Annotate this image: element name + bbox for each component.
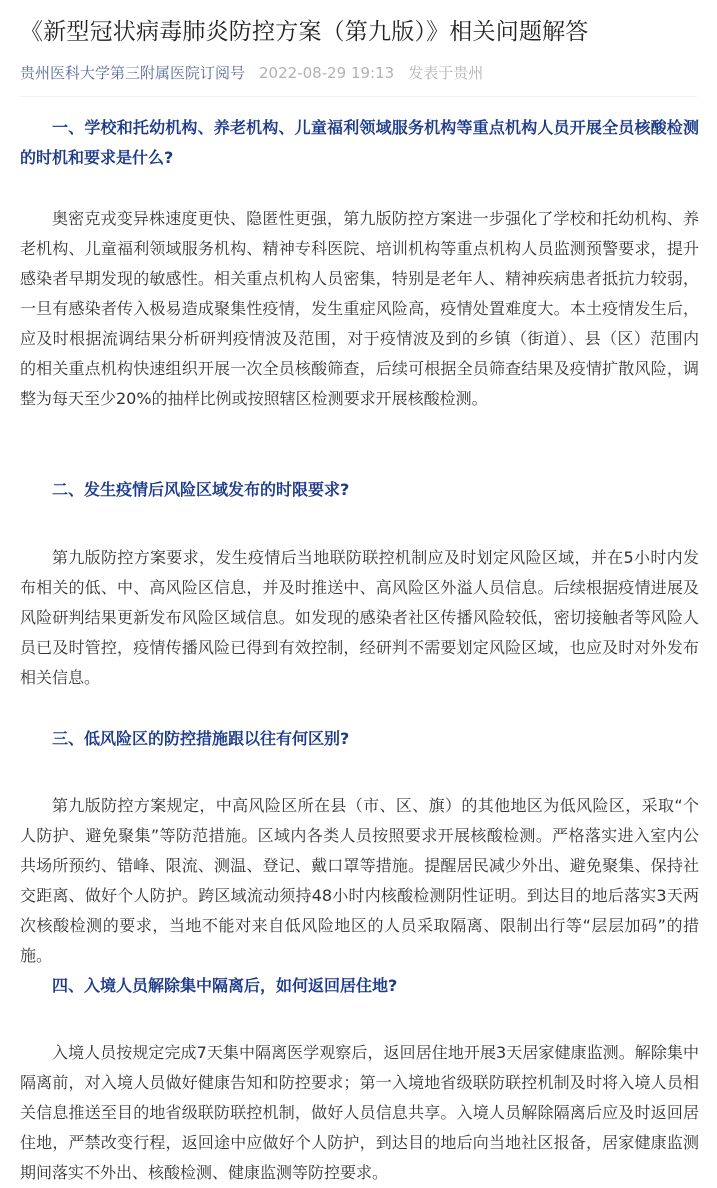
meta-divider — [20, 96, 697, 97]
publish-date: 2022-08-29 19:13 — [259, 64, 395, 82]
article-content — [20, 113, 699, 1188]
publish-location: 发表于贵州 — [408, 64, 484, 82]
section-body-2: 第九版防控方案要求，发生疫情后当地联防联控机制应及时划定风险区域，并在5小时内发布相关的低、中、高风险区信息，并及时推送中、高风险区外溢人员信息。后续根据疫情进展及风险研判结果更新发布风险区域信息。如发现的感染者社区传播风险较低，密切接触者等风险人员已及时管控，疫情传播风险已得到有效控制，经研判不需要划定风险区域，也应及时对外发布相关信息。 — [20, 548, 699, 687]
section-heading-4: 四、入境人员解除集中隔离后，如何返回居住地? — [52, 976, 398, 995]
section-body-4: 入境人员按规定完成7天集中隔离医学观察后，返回居住地开展3天居家健康监测。解除集中隔离前，对入境人员做好健康告知和防控要求；第一入境地省级联防联控机制及时将入境人员相关信息推送至目的地省级联防联控机制，做好人员信息共享。入境人员解除隔离后应及时返回居住地，严禁改变行程，返回途中应做好个人防护，到达目的地后向当地社区报备，居家健康监测期间落实不外出、核酸检测、健康监测等防控要求。 — [20, 1043, 699, 1182]
article-meta — [20, 62, 483, 84]
section-body-3: 第九版防控方案规定，中高风险区所在县（市、区、旗）的其他地区为低风险区，采取“个人防护、避免聚集”等防范措施。区域内各类人员按照要求开展核酸检测。严格落实进入室内公共场所预约、错峰、限流、测温、登记、戴口罩等措施。提醒居民减少外出、避免聚集、保持社交距离、做好个人防护。跨区域流动须持48小时内核酸检测阴性证明。到达目的地后落实3天两次核酸检测的要求，当地不能对来自低风险地区的人员采取隔离、限制出行等“层层加码”的措施。 — [20, 796, 699, 965]
section-heading-1: 一、学校和托幼机构、养老机构、儿童福利领域服务机构等重点机构人员开展全员核酸检测的时机和要求是什么? — [20, 118, 699, 167]
section-heading-2: 二、发生疫情后风险区域发布的时限要求? — [52, 480, 350, 499]
section-body-1: 奥密克戎变异株速度更快、隐匿性更强，第九版防控方案进一步强化了学校和托幼机构、养老机构、儿童福利领域服务机构、精神专科医院、培训机构等重点机构人员监测预警要求，提升感染者早期发现的敏感性。相关重点机构人员密集，特别是老年人、精神疾病患者抵抗力较弱，一旦有感染者传入极易造成聚集性疫情，发生重症风险高，疫情处置难度大。本土疫情发生后，应及时根据流调结果分析研判疫情波及范围，对于疫情波及到的乡镇（街道）、县（区）范围内的相关重点机构快速组织开展一次全员核酸筛查，后续可根据全员筛查结果及疫情扩散风险，调整为每天至少20%的抽样比例或按照辖区检测要求开展核酸检测。 — [20, 209, 699, 408]
section-heading-3: 三、低风险区的防控措施跟以往有何区别? — [52, 729, 350, 748]
account-name-link[interactable]: 贵州医科大学第三附属医院订阅号 — [20, 64, 246, 82]
article-title: 《新型冠状病毒肺炎防控方案（第九版）》相关问题解答 — [20, 19, 589, 45]
